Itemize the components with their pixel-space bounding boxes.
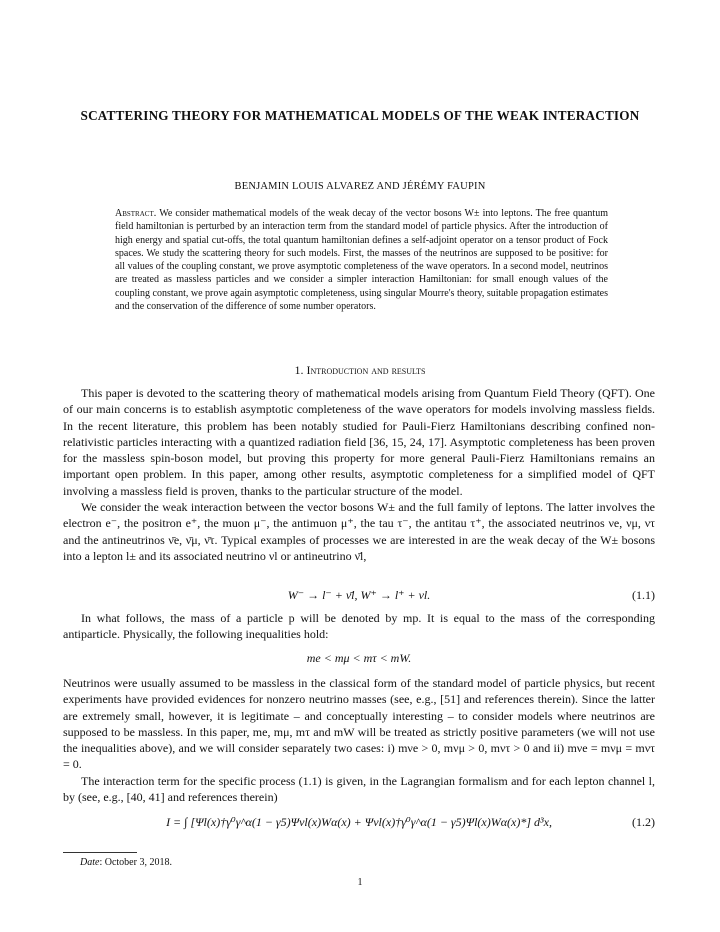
- mass-inequalities: [63, 651, 655, 666]
- body-block-3: [63, 675, 655, 805]
- section-number: 1.: [294, 363, 304, 377]
- paragraph-mass-notation: In what follows, the mass of a particle p will be denoted by mp. It is equal to the mass of the corresponding antiparticle. Physically, the following inequalities hold:: [63, 611, 655, 642]
- abstract-label: Abstract.: [115, 208, 157, 219]
- equation-1-2-number: (1.2): [632, 815, 655, 829]
- mass-inequalities-body: me < mμ < mτ < mW.: [306, 651, 412, 665]
- section-title: Introduction and results: [306, 363, 426, 377]
- abstract: [115, 207, 608, 313]
- abstract-text: We consider mathematical models of the weak decay of the vector bosons W± into leptons. The free quantum field hamiltonian is perturbed by an interaction term from the standard model of particle physics. After the introduction of high energy and spatial cut-offs, the total quantum hamiltonian defines a self-adjoint operator on a tensor product of Fock spaces. We study the scattering theory for such models. First, the masses of the neutrinos are supposed to be positive: for all values of the coupling constant, we prove asymptotic completeness of the wave operators. In a second model, neutrinos are treated as massless particles and we consider a simpler interaction Hamiltonian: for small enough values of the coupling constant, we prove again asymptotic completeness, using singular Mourre's theory, suitable propagation estimates and the conservation of the difference of some number operators.: [115, 208, 608, 313]
- authors: BENJAMIN LOUIS ALVAREZ AND JÉRÉMY FAUPIN: [234, 181, 486, 192]
- equation-1-1: [63, 588, 655, 603]
- body-block-2: [63, 610, 655, 643]
- paragraph-weak-interaction: We consider the weak interaction between the vector bosons W± and the full family of leptons. The latter involves the electron e⁻, the positron e⁺, the muon μ⁻, the antimuon μ⁺, the tau τ⁻, the antitau τ⁺, the associated neutrinos νe, νμ, ντ and the antineutrinos ν̄e, ν̄μ, ν̄τ. Typical examples of processes we are interested in are the weak decay of the W± bosons into a lepton l± and its associated neutrino νl or antineutrino ν̄l,: [63, 500, 655, 563]
- body-block-1: [63, 385, 655, 564]
- equation-1-2-body: I = ∫ [Ψl(x)†γ⁰γ^α(1 − γ5)Ψνl(x)Wα(x) + Ψνl(x)†γ⁰γ^α(1 − γ5)Ψl(x)Wα(x)*] d³x,: [166, 815, 552, 829]
- date-footnote: [80, 857, 172, 868]
- footnote-text: : October 3, 2018.: [99, 857, 172, 868]
- paragraph-intro: This paper is devoted to the scattering theory of mathematical models arising from Quantum Field Theory (QFT). One of our main concerns is to establish asymptotic completeness of the wave operators for models involving massless fields. In the recent literature, this problem has been notably studied for Pauli-Fierz Hamiltonians describing confined non-relativistic particles interacting with a quantized radiation field [36, 15, 24, 17]. Asymptotic completeness has been proven for the massless spin-boson model, but proving this property for more general Pauli-Fierz Hamiltonians remains an important open problem. In this paper, among other results, asymptotic completeness for a simplified model of QFT involving a massless field is proven, thanks to the particular structure of the model.: [63, 386, 655, 498]
- footnote-label: Date: [80, 857, 100, 868]
- page-number: 1: [357, 877, 363, 888]
- paragraph-neutrino-masses: Neutrinos were usually assumed to be massless in the classical form of the standard model of particle physics, but recent experiments have provided evidences for nonzero neutrino masses (see, e.g., [51] and references therein). Since the latter are extremely small, however, it is legitimate – and conceptually interesting – to consider models where neutrinos are supposed to be massless. In this paper, me, mμ, mτ and mW will be treated as strictly positive parameters (we will not use the inequalities above), and we will consider separately two cases: i) mνe > 0, mνμ > 0, mντ > 0 and ii) mνe = mνμ = mντ = 0.: [63, 676, 655, 772]
- equation-1-1-body: W⁻ → l⁻ + ν̄l, W⁺ → l⁺ + νl.: [287, 588, 431, 602]
- equation-1-1-number: (1.1): [632, 588, 655, 602]
- section-heading: [60, 363, 660, 378]
- footnote-rule: [63, 852, 137, 853]
- paragraph-interaction-term: The interaction term for the specific process (1.1) is given, in the Lagrangian formalism and for each lepton channel l, by (see, e.g., [40, 41] and references therein): [63, 773, 655, 805]
- equation-1-2: [63, 815, 655, 830]
- paper-title: SCATTERING THEORY FOR MATHEMATICAL MODELS OF THE WEAK INTERACTION: [80, 108, 640, 123]
